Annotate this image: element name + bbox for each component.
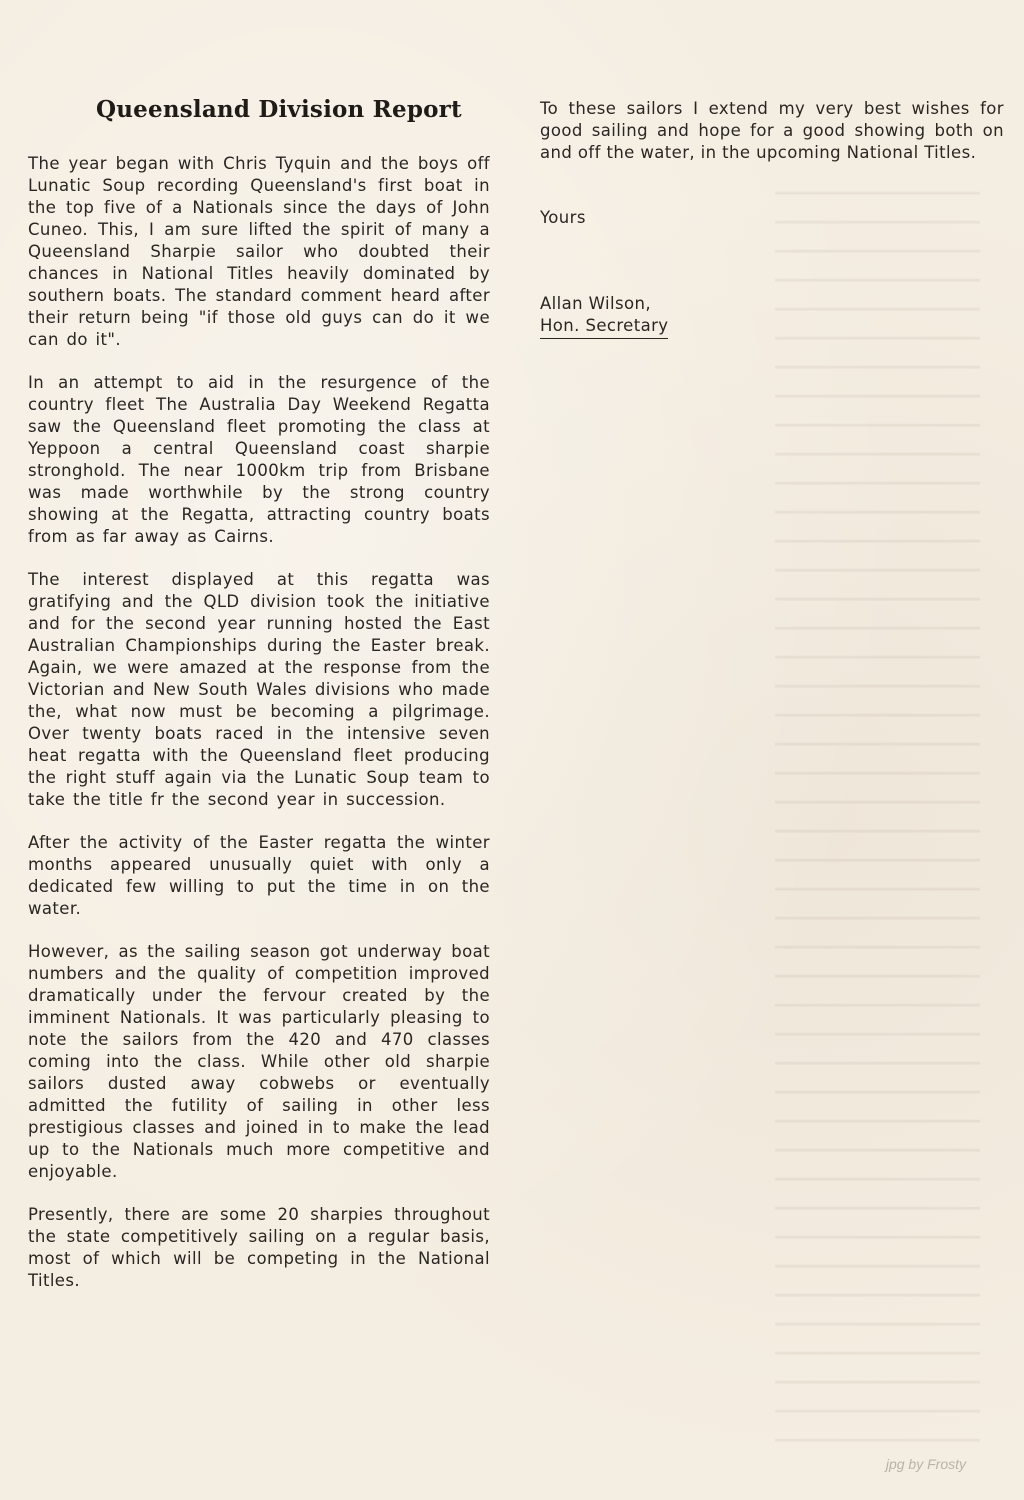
report-paragraph: After the activity of the Easter regatta the winter months appeared unusually quiet with only a dedicated few willing to put the time in on the water. bbox=[28, 833, 490, 918]
report-paragraph: Presently, there are some 20 sharpies throughout the state competitively sailing on a regular basis, most of which will be competing in the National Titles. bbox=[28, 1205, 490, 1290]
signature-name: Allan Wilson, bbox=[540, 294, 651, 313]
report-column bbox=[28, 96, 490, 1313]
report-paragraph: However, as the sailing season got underway boat numbers and the quality of competition improved dramatically under the fervour created by the imminent Nationals. It was particularly pleasing to note the sailors from the 420 and 470 classes coming into the class. While other old sharpie sailors dusted away cobwebs or eventually admitted the futility of sailing in other less prestigious classes and joined in to make the lead up to the Nationals much more competitive and enjoyable. bbox=[28, 942, 490, 1181]
show-through-texture: ━━━━━━━━━━━━━━━━━━━━ ━━━━━━━━━━━━━━━━━━━━ ━━━━━━━━━━━━━━━━━━━━ ━━━━━━━━━━━━━━━━━━━━ ━━━━━━━━━━━━━━━━━━━━ ━━━━━━━━━━━━━━━━━━━━ ━━━━━━━━━━━━━━━━━━━━ ━━━━━━━━━━━━━━━━━━━━ ━━━━━━━━━━━━━━━━━━━━ ━━━━━━━━━━━━━━━━━━━━ ━━━━━━━━━━━━━━━━━━━━ ━━━━━━━━━━━━━━━━━━━━ ━━━━━━━━━━━━━━━━━━━━ ━━━━━━━━━━━━━━━━━━━━ ━━━━━━━━━━━━━━━━━━━━ ━━━━━━━━━━━━━━━━━━━━ ━━━━━━━━━━━━━━━━━━━━ ━━━━━━━━━━━━━━━━━━━━ ━━━━━━━━━━━━━━━━━━━━ ━━━━━━━━━━━━━━━━━━━━ ━━━━━━━━━━━━━━━━━━━━ ━━━━━━━━━━━━━━━━━━━━ ━━━━━━━━━━━━━━━━━━━━ ━━━━━━━━━━━━━━━━━━━━ ━━━━━━━━━━━━━━━━━━━━ ━━━━━━━━━━━━━━━━━━━━ ━━━━━━━━━━━━━━━━━━━━ ━━━━━━━━━━━━━━━━━━━━ ━━━━━━━━━━━━━━━━━━━━ ━━━━━━━━━━━━━━━━━━━━ ━━━━━━━━━━━━━━━━━━━━ ━━━━━━━━━━━━━━━━━━━━ ━━━━━━━━━━━━━━━━━━━━ ━━━━━━━━━━━━━━━━━━━━ ━━━━━━━━━━━━━━━━━━━━ ━━━━━━━━━━━━━━━━━━━━ ━━━━━━━━━━━━━━━━━━━━ ━━━━━━━━━━━━━━━━━━━━ ━━━━━━━━━━━━━━━━━━━━ ━━━━━━━━━━━━━━━━━━━━ ━━━━━━━━━━━━━━━━━━━━ ━━━━━━━━━━━━━━━━━━━━ ━━━━━━━━━━━━━━━━━━━━ ━━━━━━━━━━━━━━━━━━━━ bbox=[775, 184, 980, 1450]
report-paragraph: The year began with Chris Tyquin and the boys off Lunatic Soup recording Queensland's first boat in the top five of a Nationals since the days of John Cuneo. This, I am sure lifted the spirit of many a Queensland Sharpie sailor who doubted their chances in National Titles heavily dominated by southern boats. The standard comment heard after their return being "if those old guys can do it we can do it". bbox=[28, 154, 490, 349]
salutation: Yours bbox=[540, 208, 586, 227]
report-paragraph: In an attempt to aid in the resurgence of the country fleet The Australia Day Weekend Regatta saw the Queensland fleet promoting the class at Yeppoon a central Queensland coast sharpie stronghold. The near 1000km trip from Brisbane was made worthwhile by the strong country showing at the Regatta, attracting country boats from as far away as Cairns. bbox=[28, 373, 490, 546]
report-heading: Queensland Division Report bbox=[96, 96, 462, 123]
closing-paragraph: To these sailors I extend my very best wishes for good sailing and hope for a good showing both on and off the water, in the upcoming National Titles. bbox=[540, 99, 1004, 162]
watermark: jpg by Frosty bbox=[885, 1456, 966, 1472]
signature-title: Hon. Secretary bbox=[540, 315, 668, 339]
closing-column bbox=[540, 98, 1004, 339]
report-paragraph: The interest displayed at this regatta was gratifying and the QLD division took the initiative and for the second year running hosted the East Australian Championships during the Easter break. Again, we were amazed at the response from the Victorian and New South Wales divisions who made the, what now must be becoming a pilgrimage. Over twenty boats raced in the intensive seven heat regatta with the Queensland fleet producing the right stuff again via the Lunatic Soup team to take the title fr the second year in succession. bbox=[28, 570, 490, 809]
